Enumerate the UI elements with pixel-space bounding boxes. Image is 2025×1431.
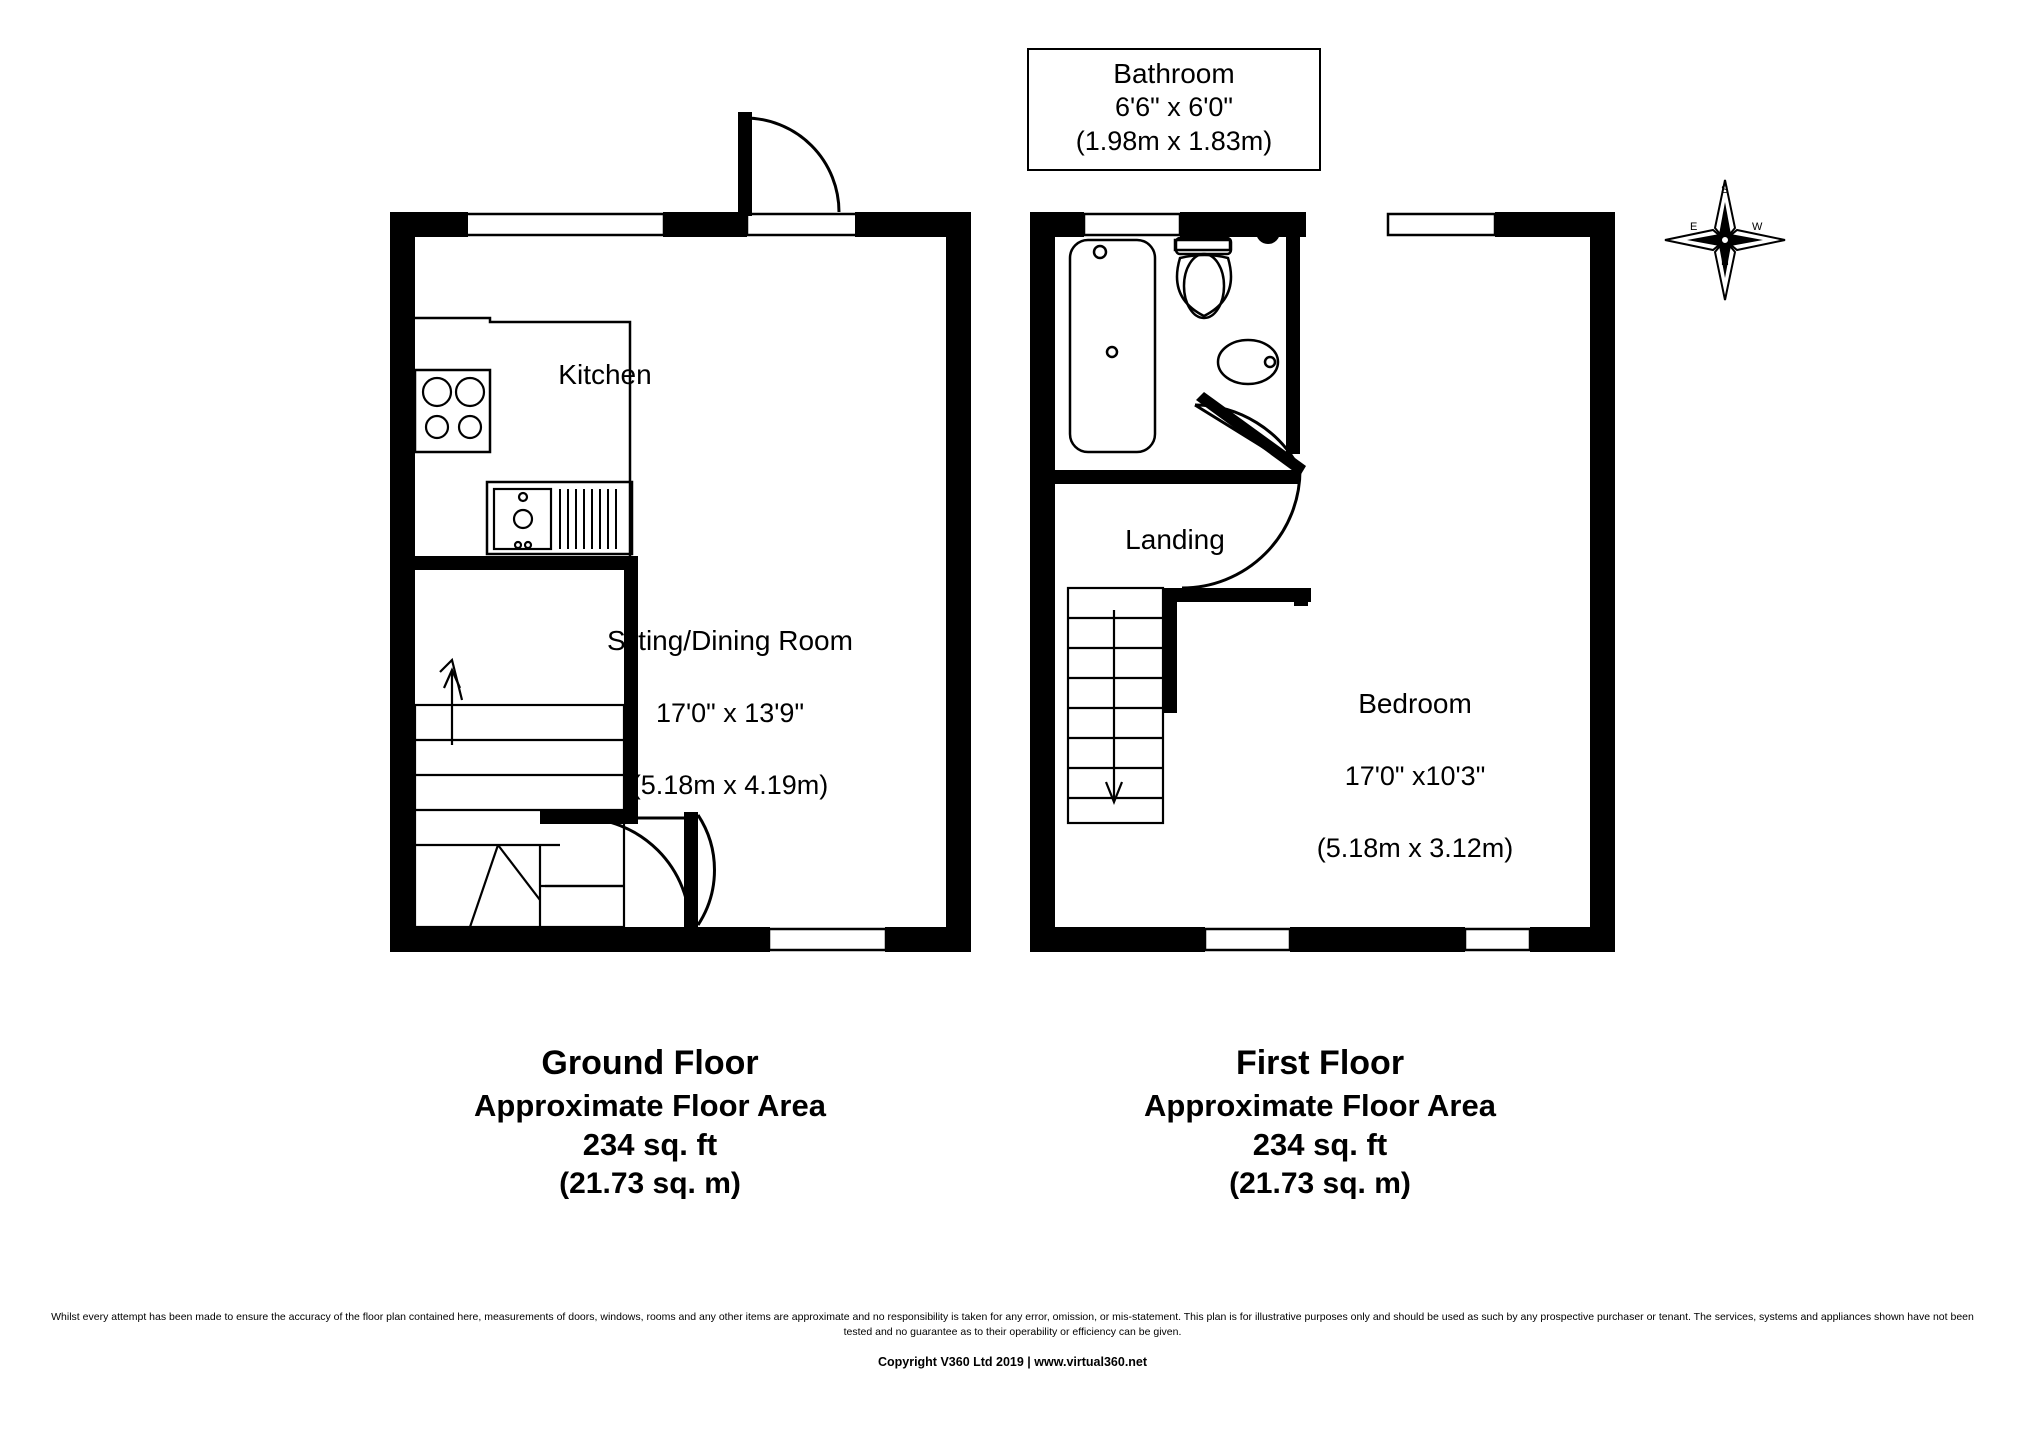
room-dim-imperial-bedroom: 17'0" x10'3": [1344, 761, 1486, 792]
copyright-text: Copyright V360 Ltd 2019 | www.virtual360.net: [877, 1355, 1148, 1369]
room-dim-metric-sitting-dining: (5.18m x 4.19m): [631, 770, 829, 801]
compass-label-east: E: [1690, 221, 1698, 233]
ground-floor-area-label: Approximate Floor Area: [474, 1087, 826, 1123]
room-dim-metric-bathroom: (1.98m x 1.83m): [1075, 125, 1273, 156]
ground-floor-title-block: [330, 1042, 970, 1203]
first-floor-area-sqft: 234 sq. ft: [1252, 1127, 1388, 1163]
room-label-kitchen: Kitchen: [558, 359, 652, 390]
disclaimer-text: Whilst every attempt has been made to ensure the accuracy of the floor plan contained here, measurements of doors, windows, rooms and any other items are approximate and no responsibility is taken for any error, omission, or mis-statement. This plan is for illustrative purposes only and should be used as such by any prospective purchaser or tenant. The services, systems and appliances shown have not been tested and no guarantee as to their operability or efficiency can be given.: [51, 1311, 1974, 1339]
room-dim-imperial-bathroom: 6'6" x 6'0": [1114, 92, 1234, 122]
compass-rose: [1665, 180, 1785, 300]
first-floor-area-sqm: (21.73 sq. m): [1229, 1166, 1411, 1200]
room-label-bedroom: [1245, 648, 1585, 904]
first-floor-name: First Floor: [1235, 1044, 1405, 1082]
room-name-bedroom: Bedroom: [1358, 688, 1472, 720]
room-dim-imperial-sitting-dining: 17'0" x 13'9": [655, 698, 805, 729]
ground-floor-area-sqft: 234 sq. ft: [582, 1127, 718, 1163]
room-name-sitting-dining: Siiting/Dining Room: [607, 625, 853, 657]
room-label-landing: Landing: [1125, 524, 1225, 555]
compass-label-west: W: [1752, 221, 1763, 233]
compass-label-north: N: [1721, 256, 1729, 268]
room-label-bathroom: [1027, 48, 1321, 171]
ground-floor-area-sqm: (21.73 sq. m): [559, 1166, 741, 1200]
compass-label-south: S: [1721, 184, 1729, 196]
room-label-sitting-dining: [530, 585, 930, 841]
room-name-bathroom: Bathroom: [1113, 58, 1235, 89]
room-dim-metric-bedroom: (5.18m x 3.12m): [1316, 833, 1514, 864]
ground-floor-name: Ground Floor: [541, 1044, 759, 1082]
first-floor-area-label: Approximate Floor Area: [1144, 1087, 1496, 1123]
first-floor-title-block: [1000, 1042, 1640, 1203]
